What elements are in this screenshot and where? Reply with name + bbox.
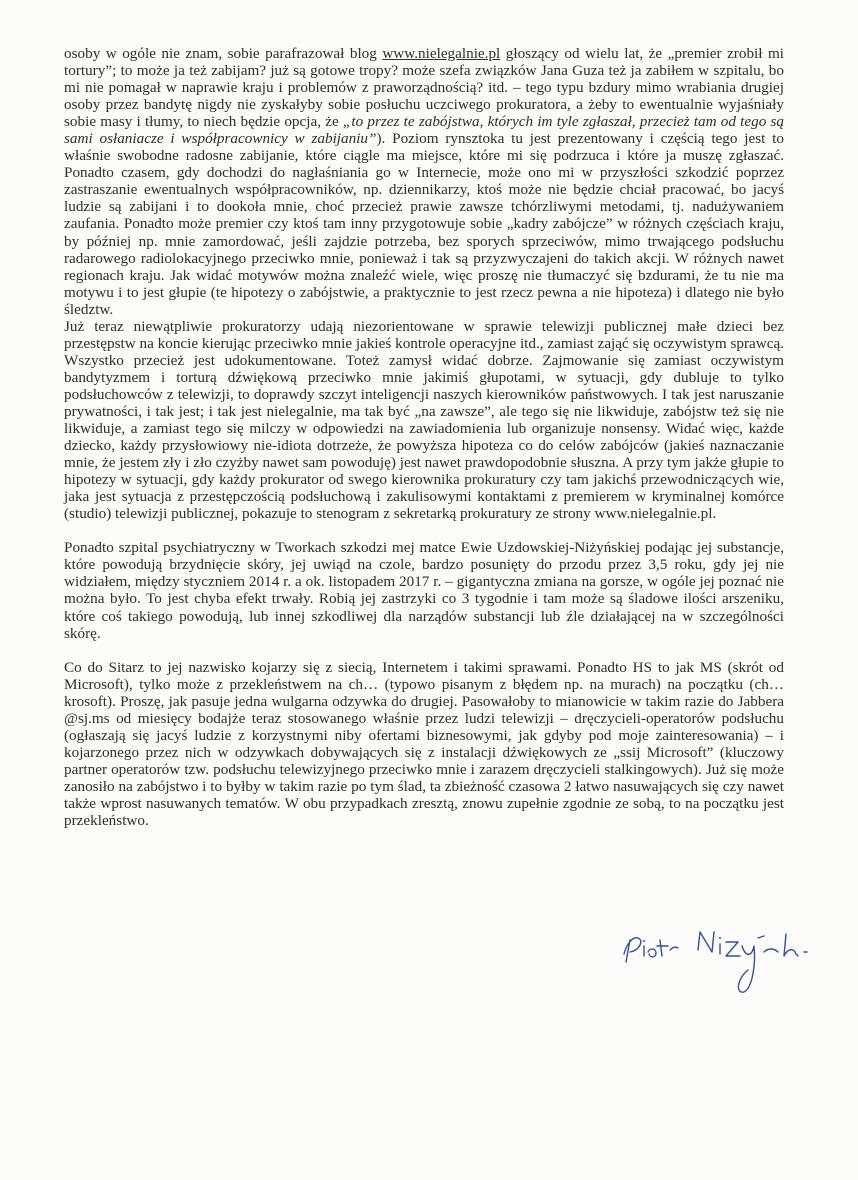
paragraph-1-italic-quote: „to przez te zabójstwa, których im tyle zgłaszał, przecież tam od tego są sami osłaniacze i współpracownicy w zabijaniu” bbox=[64, 113, 784, 148]
paragraph-1-after-link: głoszący od wielu lat, że „premier zrobił mi tortury”; to może ja też zabijam? już są gotowe tropy? może szefa związków Jana Guza też ja zabiłem w szpitalu, bo mi nie pomagał w naprawie kraju i problemów z praworządnością? itd. – tego typu bzdury mimo wrabiania drugiej osoby przez bandytę nigdy nie zyskałyby sobie posłuchu uczciwego prokuratora, a żeby to ewentualnie wyjaśniały sobie masy i tłumy, to niech będzie opcja, że bbox=[64, 45, 784, 131]
paragraph-4: Co do Sitarz to jej nazwisko kojarzy się z siecią, Internetem i takimi sprawami. Ponadto HS to jak MS (skrót od Microsoft), tylko może z przekleństwem na ch… (typowo pisanym z błędem np. na murach) na początku (ch…krosoft). Proszę, jak pasuje jedna wulgarna odzywka do drugiej. Pasowałoby to mianowicie w takim razie do Jabbera @sj.ms od miesięcy bodajże teraz stosowanego właśnie przez ludzi telewizji – dręczycieli-operatorów podsłuchu (ogłaszają się jacyś ludzie z korzystnymi niby ofertami biznesowymi, jak gdyby pod moje zainteresowania) – i kojarzonego przez nich w odzywkach dobywających się z instalacji dźwiękowych ze „ssij Microsoft” (kluczowy partner operatorów tzw. podsłuchu telewizyjnego przeciwko mnie i zarazem dręczycieli stalkingowych). Już się może zanosiło na zabójstwo i to byłby w takim razie po tym ślad, ta zbieżność czasowa 2 łatwo nasuwających się czy nawet także wprost nasuwanych tematów. W obu przypadkach zresztą, znowu zupełnie zgodnie ze sobą, to na początku jest przekleństwo. bbox=[64, 658, 784, 830]
blog-link[interactable]: www.nielegalnie.pl bbox=[382, 45, 501, 62]
paragraph-2: Już teraz niewątpliwie prokuratorzy udają niezorientowane w sprawie telewizji publicznej małe dzieci bez przestępstw na koncie kierując przeciwko mnie jakieś kontrole operacyjne itd., zamiast zająć się oczywistym sprawcą. Wszystko przecież jest udokumentowane. Toteż zamysł widać dobrze. Zajmowanie się zamiast oczywistym bandytyzmem i torturą dźwiękową przeciwko mnie jakimiś głupotami, w sytuacji, gdy dubluje to tylko podsłuchowców z telewizji, to doprawdy szczyt inteligencji naszych kierowników państwowych. I tak jest naruszanie prywatności, i tak jest; i tak jest nielegalnie, ma tak być „na zawsze”, ale tego się nie likwiduje, zabójstw też się nie likwiduje, a zamiast tego się milczy w odpowiedzi na zawiadomienia lub organizuje nonsensy. Widać więc, każde dziecko, każdy przysłowiowy nie-idiota dotrzeże, że powyższa hipoteza co do celów zabójców (jakieś naznaczanie mnie, że jestem zły i zło czyżby nawet sam powoduję) jest nawet prawdopodobnie słuszna. A przy tym jakże głupie to hipotezy w sytuacji, gdy każdy prokurator od swego kierownika prokuratury czy tam jakichś przewodniczących wie, jaka jest sytuacja z przestępczością podsłuchową i zakulisowymi kontaktami z premierem w kryminalnej komórce (studio) telewizji publicznej, pokazuje to stenogram z sekretarką prokuratury ze strony www.nielegalnie.pl. bbox=[64, 317, 784, 523]
handwritten-signature bbox=[618, 918, 838, 1013]
paragraph-3: Ponadto szpital psychiatryczny w Tworkach szkodzi mej matce Ewie Uzdowskiej-Niżyńskiej podając jej substancje, które powodują brzydnięcie skóry, jej uwiąd na czole, bardzo posunięty do przodu przez 3,5 roku, gdy jej nie widziałem, między styczniem 2014 r. a ok. listopadem 2017 r. – gigantyczna zmiana na gorsze, w ogóle jej poznać nie można było. To jest chyba efekt trwały. Robią jej zastrzyki co 3 tygodnie i tam może są śladowe ilości arszeniku, które coś takiego powodują, lub innej szkodliwej dla narządów substancji lub źle działającej na w szczególności skórę. bbox=[64, 539, 784, 642]
letter-body bbox=[64, 45, 784, 829]
signature-drawing bbox=[618, 918, 838, 1013]
paragraph-1-rest: ). Poziom rynsztoka tu jest prezentowany i częścią tego jest to właśnie swobodne radosne zabijanie, które ciągle ma miejsce, które mi się podrzuca i które ja muszę zgłaszać. Ponadto czasem, gdy dochodzi do nagłaśniania go w Internecie, może ono mi w przyszłości szkodzić poprzez zastraszanie ewentualnych współpracowników, np. dziennikarzy, ktoś może nie będzie chciał pracować, bo jacyś ludzie są zabijani i to dookoła mnie, choć przecież prawie zawsze tchórzliwymi metodami, tj. nadużywaniem zaufania. Ponadto może premier czy ktoś tam inny przygotowuje sobie „kadry zabójcze” w różnych częściach kraju, by później np. mnie zamordować, jeśli zajdzie potrzeba, bez sporych sprzeciwów, mimo trwającego podsłuchu radarowego radiolokacyjnego przeciwko mnie, ponieważ i tak są przyzwyczajeni do takich akcji. W różnych nawet regionach kraju. Jak widać motywów można znaleźć wiele, więc proszę nie tłumaczyć się bzdurami, że tu nie ma motywu i to jest głupie (te hipotezy o zabójstwie, a praktycznie to jest rzecz pewna a nie hipoteza) i dlatego nie było śledztw. bbox=[64, 130, 784, 318]
paragraph-1 bbox=[64, 45, 784, 318]
paragraph-1-before-link: osoby w ogóle nie znam, sobie parafrazował blog bbox=[64, 45, 383, 62]
